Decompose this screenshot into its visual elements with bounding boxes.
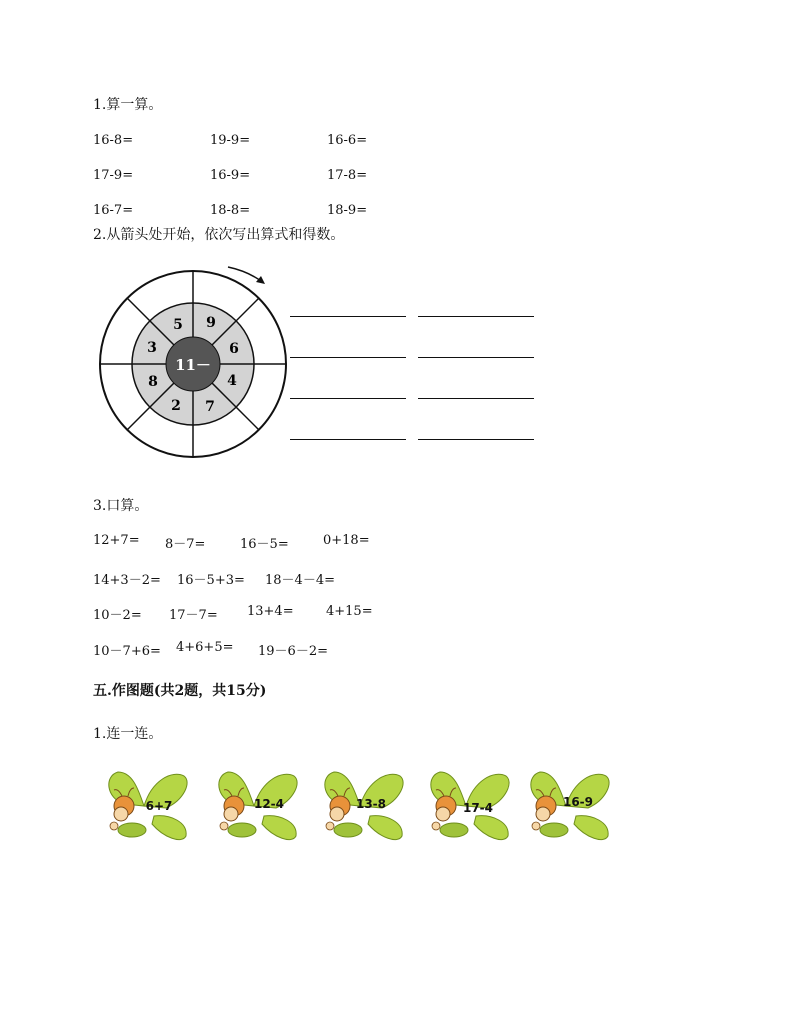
q3-expr: 14+3－2= <box>93 573 161 588</box>
hub-label: 11－ <box>175 356 211 374</box>
answer-line <box>290 439 406 440</box>
q3-title: 3.口算。 <box>93 498 149 514</box>
butterfly-row <box>100 762 620 852</box>
answer-line <box>290 316 406 317</box>
q3-expr: 16－5= <box>240 537 289 552</box>
q1-expr: 18-8= <box>210 203 251 218</box>
q3-expr: 16－5+3= <box>177 573 245 588</box>
q3-expr: 0+18= <box>323 533 370 548</box>
q1-expr: 19-9= <box>210 133 251 148</box>
wheel-number: 5 <box>173 317 183 333</box>
wheel-number: 6 <box>229 341 239 357</box>
q3-expr: 17－7= <box>169 608 218 623</box>
wheel-number: 9 <box>206 315 216 331</box>
q3-expr: 12+7= <box>93 533 140 548</box>
answer-line <box>418 439 534 440</box>
q2-title: 2.从箭头处开始，依次写出算式和得数。 <box>93 227 345 243</box>
butterfly-label: 16-9 <box>562 795 594 809</box>
q3-expr: 8－7= <box>165 537 206 552</box>
q3-expr: 13+4= <box>247 604 294 619</box>
answer-line <box>290 357 406 358</box>
q1-expr: 18-9= <box>327 203 368 218</box>
q3-expr: 19－6－2= <box>258 644 328 659</box>
q3-expr: 4+15= <box>326 604 373 619</box>
butterfly-card[interactable] <box>109 772 187 840</box>
wheel-number: 7 <box>205 399 215 415</box>
wheel-number: 3 <box>147 340 157 356</box>
answer-line <box>418 357 534 358</box>
butterfly-label: 17-4 <box>462 801 494 815</box>
wheel-number: 2 <box>171 398 181 414</box>
q3-expr: 18－4－4= <box>265 573 335 588</box>
q3-expr: 10－2= <box>93 608 142 623</box>
start-arrow-icon <box>225 262 270 288</box>
q5-1-title: 1.连一连。 <box>93 726 163 742</box>
wheel-number: 8 <box>148 374 158 390</box>
q1-expr: 16-6= <box>327 133 368 148</box>
number-wheel <box>95 262 295 462</box>
butterfly-card[interactable] <box>219 772 297 840</box>
answer-line <box>418 316 534 317</box>
butterfly-card[interactable] <box>431 772 509 840</box>
butterfly-label: 13-8 <box>355 797 387 811</box>
butterfly-label: 12-4 <box>253 797 285 811</box>
answer-line <box>418 398 534 399</box>
q1-expr: 16-8= <box>93 133 134 148</box>
q3-expr: 10－7+6= <box>93 644 161 659</box>
q1-expr: 16-9= <box>210 168 251 183</box>
butterfly-label: 6+7 <box>145 799 173 813</box>
wheel-number: 4 <box>227 373 237 389</box>
q1-expr: 17-8= <box>327 168 368 183</box>
q1-title: 1.算一算。 <box>93 97 163 113</box>
answer-line <box>290 398 406 399</box>
q1-expr: 16-7= <box>93 203 134 218</box>
butterfly-card[interactable] <box>531 772 609 840</box>
q1-expr: 17-9= <box>93 168 134 183</box>
section-title: 五.作图题(共2题，共15分) <box>93 683 267 699</box>
butterfly-card[interactable] <box>325 772 403 840</box>
q3-expr: 4+6+5= <box>176 640 234 655</box>
